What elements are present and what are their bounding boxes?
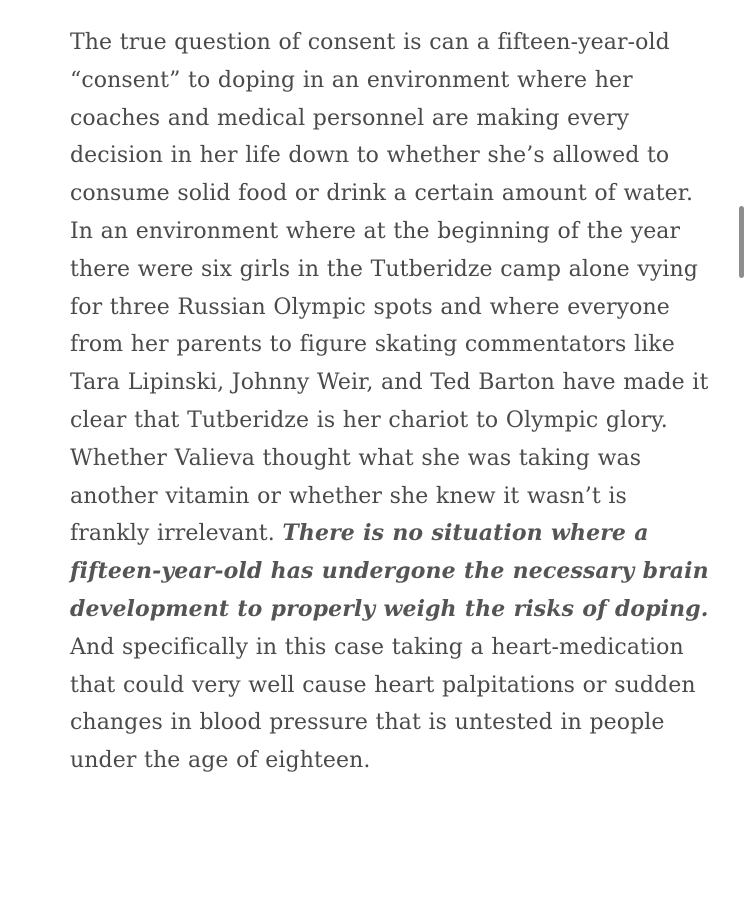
scrollbar-thumb[interactable] [739, 206, 744, 278]
article-paragraph [70, 24, 710, 780]
article-text-before-emphasis: The true question of consent is can a fifteen-year-old “consent” to doping in an environment where her coaches and medical personnel are making every decision in her life down to whether she’s allowed to consume solid food or drink a certain amount of water. In an environment where at the beginning of the year there were six girls in the Tutberidze camp alone vying for three Russian Olympic spots and where everyone from her parents to figure skating commentators like Tara Lipinski, Johnny Weir, and Ted Barton have made it clear that Tutberidze is her chariot to Olympic glory. Whether Valieva thought what she was taking was another vitamin or whether she knew it wasn’t is frankly irrelevant. [70, 30, 709, 547]
article-emphasis-text: There is no situation where a fifteen-year-old has undergone the necessary brain development to properly weigh the risks of doping. [70, 520, 709, 622]
article-text-after-emphasis: And specifically in this case taking a heart-medication that could very well cause heart palpitations or sudden changes in blood pressure that is untested in people under the age of eighteen. [70, 634, 696, 774]
vertical-scrollbar[interactable] [739, 200, 745, 290]
